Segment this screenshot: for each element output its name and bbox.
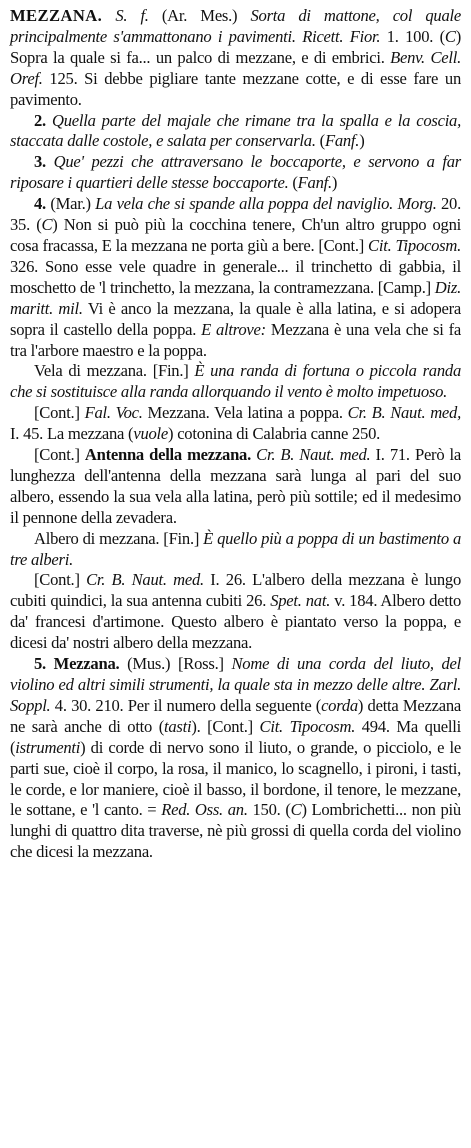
- entry-paragraph-def-4: [10, 194, 461, 361]
- text-run: I. 45. La mezzana (: [10, 424, 134, 444]
- text-run: ) Sopra la quale si fa... un palco di mezzane, e di embrici.: [10, 26, 461, 67]
- text-run: ): [331, 173, 338, 193]
- text-run: [46, 152, 54, 171]
- entry-paragraph-antenna: [10, 445, 461, 529]
- entry-paragraph-def-3: [10, 152, 461, 194]
- text-run: ) Non si può più la cocchina tenere, Ch'un altro gruppo ogni cosa fracassa, E la mezzana ne porta giù a bere. [Cont.]: [10, 215, 461, 255]
- italic-run: Quella parte del majale che rimane tra la spalla e la coscia, staccata dalle costole, e salata per conservarla.: [10, 110, 462, 151]
- text-run: I. 26. L'albero della mezzana è lungo cubiti quindici, la sua antenna cubiti 26.: [10, 570, 461, 611]
- text-run: ) di corde di nervo sono il liuto, o grande, o picciolo, e le parti sue, cioè il corpo, la rosa, il manico, lo scagnello, i pironi, i tasti, le corde, e lor maniere, cioè il basso, il bordone, il tenore, le mezzane, le sottane, e 'l canto. =: [10, 737, 461, 820]
- italic-run: Cit. Tipocosm.: [368, 235, 461, 255]
- bold-run: Antenna della mezzana.: [84, 445, 251, 465]
- headword: MEZZANA.: [10, 6, 103, 25]
- italic-run: Cit. Tipocosm.: [259, 716, 356, 736]
- italic-run: Cr. B. Naut. med.: [86, 570, 204, 590]
- text-run: [102, 6, 115, 25]
- text-run: [Cont.]: [34, 403, 85, 423]
- italic-run: C: [444, 26, 456, 46]
- text-run: I. 71. Però la lunghezza dell'antenna della mezzana sarà lunga al pari del suo albero, essendo la sua vela alla latina, però più sottile; ed il medesimo il pennone della zevadera.: [10, 445, 461, 527]
- text-run: (Mus.) [Ross.]: [119, 654, 232, 674]
- text-run: (Mar.): [45, 194, 96, 214]
- text-run: (: [315, 131, 325, 151]
- italic-run: Fanf.: [324, 131, 360, 151]
- italic-run: istrumenti: [15, 737, 81, 757]
- italic-run: Spet. nat.: [270, 591, 331, 611]
- entry-paragraph-vela: [10, 361, 461, 403]
- italic-run: La vela che si spande alla poppa del naviglio. Morg.: [95, 194, 437, 214]
- entry-paragraph-albero: [10, 529, 461, 571]
- text-run: ): [359, 131, 365, 151]
- italic-run: E altrove:: [201, 319, 266, 339]
- italic-run: tasti: [164, 716, 192, 736]
- entry-paragraph-cont-cr: [10, 570, 461, 654]
- italic-run: Diz. maritt. mil.: [10, 277, 461, 318]
- text-run: [Cont.]: [34, 445, 85, 465]
- text-run: 125. Si debbe pigliare tante mezzane cotte, e di esse fare un pavimento.: [10, 68, 461, 109]
- italic-run: Red. Oss. an.: [161, 800, 248, 820]
- entry-paragraph-def-5: [10, 654, 461, 863]
- bold-run: 5. Mezzana.: [34, 654, 120, 674]
- entry-paragraph-def-2: [10, 111, 461, 153]
- bold-run: 3.: [34, 152, 46, 172]
- italic-run: S. f.: [115, 6, 149, 25]
- bold-run: 4.: [34, 194, 46, 214]
- italic-run: È una randa di fortuna o piccola randa che si sostituisce alla randa allorquando il vento è molto impetuoso.: [10, 361, 461, 402]
- text-run: Mezzana. Vela latina a poppa.: [142, 403, 348, 423]
- text-run: ) Lombrichetti... non più lunghi di quattro dita traverse, nè più grossi di quella corda del violino che dicesi la mezzana.: [10, 800, 461, 862]
- italic-run: Benv. Cell. Oref.: [10, 47, 462, 88]
- text-run: Vi è anco la mezzana, la quale è alla latina, e si adopera sopra il castello della poppa.: [10, 298, 462, 339]
- italic-run: C: [41, 215, 53, 235]
- italic-run: Cr. B. Naut. med.: [256, 445, 371, 465]
- entry-paragraph-def-1: [10, 6, 461, 111]
- italic-run: È quello più a poppa di un bastimento a tre alberi.: [10, 528, 461, 569]
- italic-run: Cr. B. Naut. med,: [347, 403, 461, 423]
- text-run: (: [288, 173, 298, 193]
- text-run: Vela di mezzana. [Fin.]: [34, 361, 195, 381]
- text-run: 20. 35. (: [10, 194, 461, 235]
- italic-run: Fal. Voc.: [84, 403, 143, 423]
- italic-run: Que' pezzi che attraversano le boccaporte, e servono a far riposare i quartieri delle stesse boccaporte.: [10, 152, 462, 193]
- italic-run: vuole: [133, 424, 169, 444]
- italic-run: Nome di una corda del liuto, del violino ed altri simili strumenti, la quale sta in mezzo delle altre. Zarl. Soppl.: [10, 654, 461, 715]
- text-run: ). [Cont.]: [191, 716, 260, 736]
- text-run: ) detta Mezzana ne sarà anche di otto (: [10, 695, 461, 736]
- dictionary-entry-mezzana: [10, 6, 461, 863]
- italic-run: C: [290, 800, 302, 820]
- italic-run: Fanf.: [297, 173, 332, 193]
- text-run: 326. Sono esse vele quadre in generale... il trinchetto di gabbia, il moschetto de 'l trinchetto, la mezzana, la contramezzana. [Camp.]: [10, 256, 461, 297]
- bold-run: 2.: [34, 110, 46, 130]
- text-run: 4. 30. 210. Per il numero della seguente (: [50, 695, 322, 715]
- text-run: (Ar. Mes.): [148, 6, 251, 25]
- text-run: v. 184. Albero detto da' francesi d'artimone. Questo albero è piantato verso la poppa, e dicesi da' nostri albero della mezzana.: [10, 591, 461, 653]
- text-run: 494. Ma quelli (: [10, 716, 461, 757]
- italic-run: Sorta di mattone, col quale principalmente s'ammattonano i pavimenti. Ricett. Fior.: [10, 6, 461, 46]
- text-run: [Cont.]: [34, 570, 87, 590]
- text-run: Mezzana è una vela che si fa tra l'arbore maestro e la poppa.: [10, 319, 461, 360]
- text-run: ) cotonina di Calabria canne 250.: [168, 424, 381, 444]
- italic-run: corda: [321, 695, 358, 715]
- entry-paragraph-fal-voc: [10, 403, 461, 445]
- text-run: Albero di mezzana. [Fin.]: [34, 528, 204, 548]
- text-run: 1. 100. (: [380, 26, 445, 46]
- text-run: 150. (: [247, 800, 291, 820]
